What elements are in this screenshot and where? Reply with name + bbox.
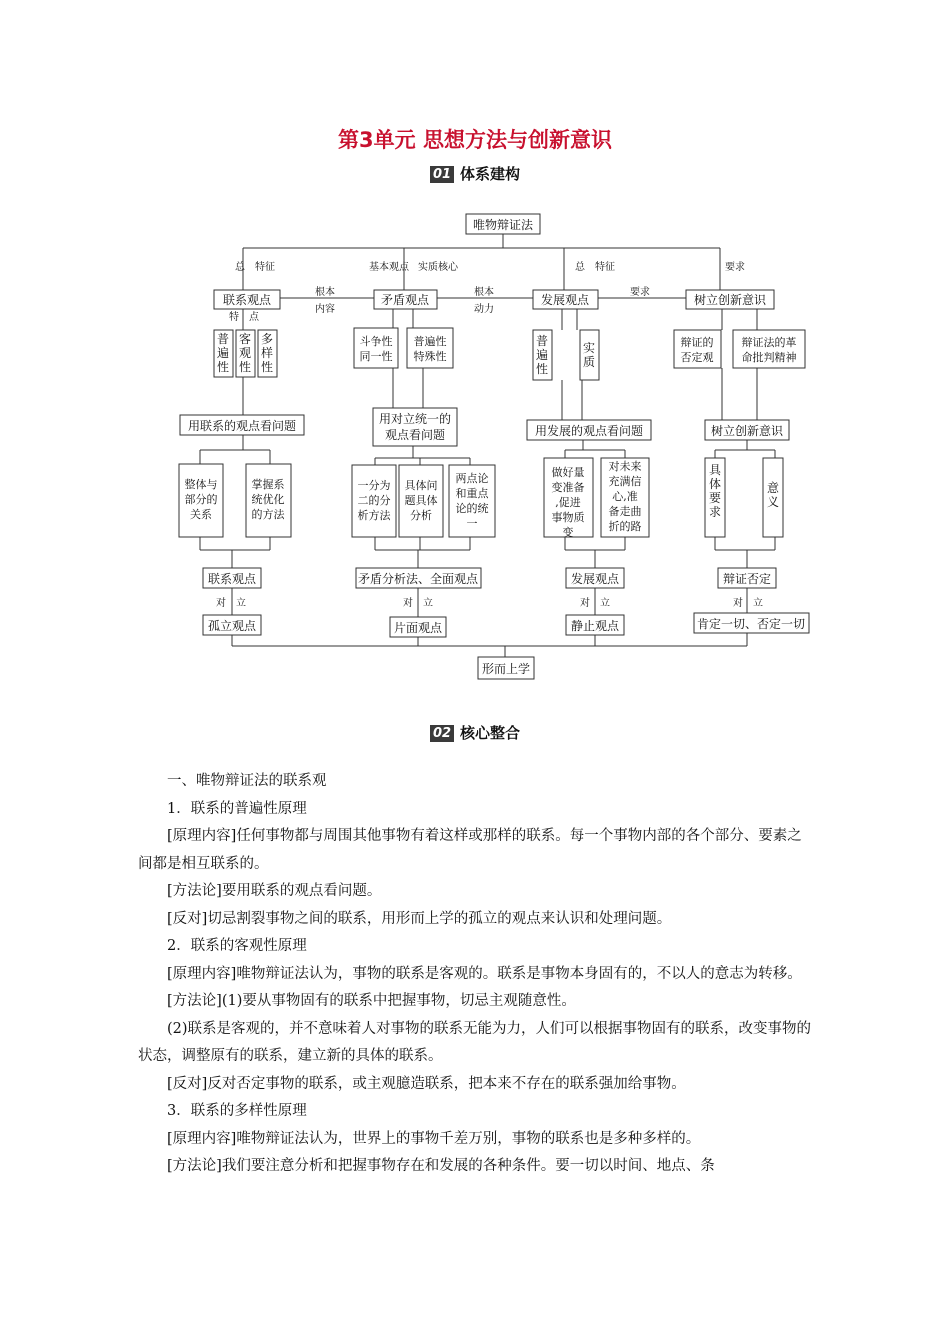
node-root-label: 唯物辩证法 <box>472 218 534 232</box>
edge-label-yaoqiu-1: 要求 <box>725 262 745 273</box>
node-col1-method-label: 用联系的观点看问题 <box>187 419 297 433</box>
node-col2-opposite-label: 片面观点 <box>393 621 443 635</box>
node-col4-trait-2-text: 辩证法的革命批判精神 <box>741 336 797 364</box>
edge-label-tedian: 特 点 <box>229 312 259 323</box>
node-col4-opposite-label: 肯定一切、否定一切 <box>696 617 806 631</box>
page-title: 第3单元 思想方法与创新意识 <box>338 128 612 152</box>
edge-label-genben-1: 根本 <box>315 287 335 298</box>
node-col4-method-label: 树立创新意识 <box>710 424 784 438</box>
edge-label-zong-tezheng-1: 总 特征 <box>235 262 275 273</box>
edge-label-duili-1: 对 立 <box>216 598 246 609</box>
edge-label-yaoqiu-2: 要求 <box>630 287 650 298</box>
node-col4-view-label: 辩证否定 <box>722 572 772 586</box>
node-col1-sub-2-text: 掌握系统优化的方法 <box>251 478 285 521</box>
node-col3-sub-2-text: 对未来充满信心,准备走曲折的路 <box>608 460 642 533</box>
node-col3-opposite-label: 静止观点 <box>570 619 620 633</box>
body-text <box>138 768 814 1181</box>
node-col3-sub-1-text: 做好量变准备,促进事物质变 <box>551 466 585 539</box>
node-col3-view-label: 发展观点 <box>570 572 620 586</box>
paragraph: (2)联系是客观的，并不意味着人对事物的联系无能为力，人们可以根据事物固有的联系，改变事物的状态，调整原有的联系，建立新的具体的联系。 <box>138 1020 812 1064</box>
section-heading-core <box>0 722 950 743</box>
node-col1-trait-2-text: 客观性 <box>238 332 252 374</box>
node-col1-head-label: 联系观点 <box>222 293 272 307</box>
node-col2-sub-2-text: 具体问题具体分析 <box>404 479 438 522</box>
paragraph: [方法论]要用联系的观点看问题。 <box>167 883 382 899</box>
node-col3-method-label: 用发展的观点看问题 <box>534 424 644 438</box>
section-number-badge: 01 <box>430 166 454 183</box>
paragraph: [原理内容]唯物辩证法认为，事物的联系是客观的。联系是事物本身固有的，不以人的意志为转移。 <box>167 965 802 982</box>
node-col4-sub-1-text: 具体要求 <box>708 463 722 519</box>
edge-label-shizhi-hexin: 实质核心 <box>418 262 458 273</box>
node-col1-trait-1-text: 普遍性 <box>216 332 230 374</box>
node-bottom-label: 形而上学 <box>481 662 531 676</box>
node-col1-opposite-label: 孤立观点 <box>207 619 257 633</box>
node-col2-head-label: 矛盾观点 <box>380 293 430 307</box>
heading-line: 一、唯物辩证法的联系观 <box>167 773 327 789</box>
section-label: 体系建构 <box>460 165 521 183</box>
node-col2-method-line1: 用对立统一的 <box>378 412 452 426</box>
section-label: 核心整合 <box>460 724 521 742</box>
edge-label-duili-4: 对 立 <box>733 598 763 609</box>
node-col3-trait-1-text: 普遍性 <box>535 334 549 376</box>
node-col3-head-label: 发展观点 <box>540 293 590 307</box>
paragraph: [反对]反对否定事物的联系，或主观臆造联系，把本来不存在的联系强加给事物。 <box>167 1075 686 1092</box>
node-col4-trait-1-text: 辩证的否定观 <box>680 336 714 364</box>
paragraph: [原理内容]任何事物都与周围其他事物有着这样或那样的联系。每一个事物内部的各个部分、要素之间都是相互联系的。 <box>138 828 802 872</box>
edge-label-duili-3: 对 立 <box>580 598 610 609</box>
paragraph: [方法论]我们要注意分析和把握事物存在和发展的各种条件。要一切以时间、地点、条 <box>167 1158 715 1174</box>
node-col1-sub-1-text: 整体与部分的关系 <box>184 478 218 521</box>
paragraph: [原理内容]唯物辩证法认为，世界上的事物千差万别，事物的联系也是多种多样的。 <box>167 1130 701 1147</box>
edge-label-jiben-guandian: 基本观点 <box>369 262 409 273</box>
node-col2-trait-1-text: 斗争性同一性 <box>359 335 393 363</box>
edge-label-duili-2: 对 立 <box>403 598 433 609</box>
edge-label-neirong: 内容 <box>315 304 335 315</box>
paragraph: [方法论](1)要从事物固有的联系中把握事物，切忌主观随意性。 <box>167 993 576 1009</box>
node-col2-sub-1-text: 一分为二的分析方法 <box>357 479 391 522</box>
node-col4-sub-2-text: 意义 <box>766 481 780 509</box>
edge-label-genben-2: 根本 <box>474 287 494 298</box>
subheading-line: 3．联系的多样性原理 <box>167 1103 307 1119</box>
node-col1-trait-3-text: 多样性 <box>260 332 274 374</box>
subheading-line: 1．联系的普遍性原理 <box>167 800 307 817</box>
node-col2-sub-3-text: 两点论和重点论的统一 <box>455 472 489 530</box>
edge-label-zong-tezheng-2: 总 特征 <box>575 262 615 273</box>
section-number-badge: 02 <box>430 725 454 742</box>
subheading-line: 2．联系的客观性原理 <box>167 938 307 954</box>
node-col2-method-line2: 观点看问题 <box>384 428 446 442</box>
node-col3-trait-2-text: 实质 <box>582 341 596 369</box>
edge-label-dongli: 动力 <box>474 304 494 315</box>
node-col2-view-label: 矛盾分析法、全面观点 <box>357 572 479 586</box>
node-col1-view-label: 联系观点 <box>207 572 257 586</box>
node-col2-trait-2-text: 普遍性特殊性 <box>413 335 447 363</box>
paragraph: [反对]切忌割裂事物之间的联系，用形而上学的孤立的观点来认识和处理问题。 <box>167 910 672 927</box>
node-col4-head-label: 树立创新意识 <box>693 293 767 307</box>
